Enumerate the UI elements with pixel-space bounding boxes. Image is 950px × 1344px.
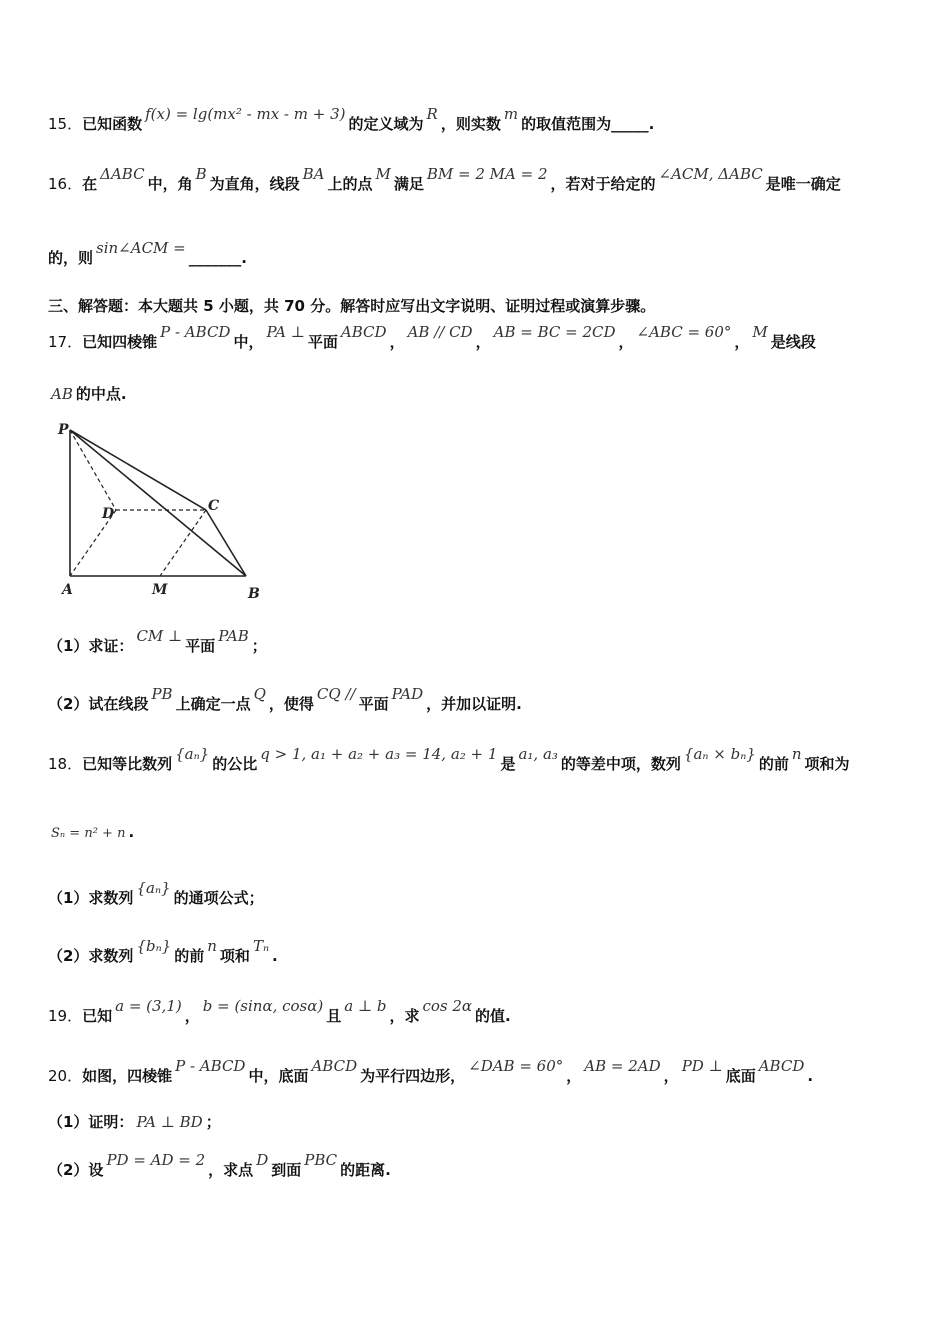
formula: M [375,165,391,183]
formula: n [791,745,802,763]
formula: AB = 2AD [584,1057,661,1075]
text: 的定义域为 [348,115,424,133]
formula: cos 2α [422,997,473,1015]
part-label: （1）证明： [48,1113,134,1131]
label-B: B [248,586,260,602]
formula: Q [253,685,266,703]
formula: AB // CD [407,323,473,341]
formula: {aₙ × bₙ} [683,745,756,763]
answer-blank: _______. [188,249,247,267]
question-number: 18． [48,755,83,773]
formula: {bₙ} [136,937,172,955]
text: 的公比 [212,755,258,773]
text: 中， [233,333,264,351]
formula: ΔABC [100,165,145,183]
text: 的通项公式； [173,889,264,907]
text: ， [389,333,405,351]
text: . [272,947,278,965]
text: ， [566,1067,582,1085]
formula: PBC [304,1151,338,1169]
question-17-part2 [48,685,918,714]
question-18-cont [48,822,918,844]
formula: Sₙ = n² + n [51,826,126,841]
text: ，使得 [268,695,314,713]
pyramid-figure [52,418,282,608]
question-20-part2 [48,1151,918,1180]
formula: D [256,1151,269,1169]
section-heading [48,296,918,316]
question-19 [48,997,918,1026]
formula: PAD [391,685,424,703]
text: ， [618,333,634,351]
edge-PD [70,430,116,510]
text: 的距离. [340,1161,391,1179]
formula: f(x) = lg(mx² - mx - m + 3) [145,105,346,123]
formula: BA [302,165,325,183]
formula: b = (sinα, cosα) [202,997,324,1015]
formula: B [195,165,207,183]
part-label: （2）试在线段 [48,695,149,713]
edge-BC [206,510,246,576]
question-16-cont [48,239,918,268]
formula: AB [51,385,73,403]
text: ，则实数 [440,115,501,133]
text: ； [251,637,267,655]
question-20-part1 [48,1112,918,1132]
formula: ∠ACM, ΔABC [658,165,763,183]
text: ， [184,1007,200,1025]
text: ，求 [389,1007,420,1025]
formula: a = (3,1) [115,997,182,1015]
part-label: （1）求数列 [48,889,134,907]
question-18-part1 [48,879,918,908]
question-18 [48,745,918,774]
edge-CM [160,510,206,576]
formula: CQ // [316,685,356,703]
text: ， [663,1067,679,1085]
label-M: M [152,582,168,598]
formula: CM ⊥ [136,627,183,645]
text: 的值. [475,1007,511,1025]
text: ，并加以证明. [426,695,522,713]
question-17-part1 [48,627,918,656]
edge-PB [70,430,246,576]
text: 的中点. [75,385,127,403]
text: . [128,823,135,841]
text: 已知四棱锥 [82,333,158,351]
text: 满足 [393,175,424,193]
text: 是线段 [770,333,816,351]
text: 是 [500,755,516,773]
text: 已知 [82,1007,113,1025]
text: 上确定一点 [175,695,251,713]
question-number: 17． [48,333,83,351]
label-A: A [62,582,73,598]
formula: n [207,937,217,955]
text: 的，则 [48,249,94,267]
formula: P - ABCD [175,1057,246,1075]
text: 底面 [725,1067,756,1085]
text: 在 [82,175,98,193]
question-17-cont [48,384,918,404]
formula: m [503,105,519,123]
formula: P - ABCD [160,323,231,341]
question-20 [48,1057,918,1086]
formula: PD = AD = 2 [106,1151,206,1169]
text: 上的点 [327,175,373,193]
question-16 [48,165,918,194]
formula: AB = BC = 2CD [493,323,616,341]
section-title: 三、解答题：本大题共 5 小题，共 70 分。解答时应写出文字说明、证明过程或演算步骤。 [48,297,656,315]
text: ，求点 [208,1161,254,1179]
text: 中，底面 [248,1067,309,1085]
question-number: 16． [48,175,83,193]
text: 平面 [358,695,389,713]
text: 平面 [185,637,216,655]
formula: PAB [218,627,249,645]
label-C: C [208,498,220,514]
text: 为直角，线段 [209,175,300,193]
label-D: D [102,506,115,522]
text: 平面 [307,333,338,351]
formula: q > 1, a₁ + a₂ + a₃ = 14, a₂ + 1 [260,745,498,763]
question-18-part2 [48,937,918,966]
text: ，若对于给定的 [550,175,656,193]
formula: ABCD [340,323,387,341]
formula: PB [151,685,173,703]
text: 的取值范围为_____. [521,115,655,133]
question-number: 19． [48,1007,83,1025]
formula: ∠DAB = 60° [468,1057,564,1075]
text: 到面 [271,1161,302,1179]
text: 是唯一确定 [765,175,841,193]
formula: BM = 2 MA = 2 [426,165,548,183]
edge-PC [70,430,206,510]
text: 如图，四棱锥 [82,1067,173,1085]
formula: a ⊥ b [344,997,387,1015]
formula: {aₙ} [136,879,171,897]
text: 为平行四边形， [360,1067,466,1085]
question-17 [48,323,918,352]
question-number: 20． [48,1067,83,1085]
label-P: P [58,422,69,438]
text: 中，角 [147,175,193,193]
question-number: 15． [48,115,83,133]
text: 项和为 [804,755,850,773]
formula: ABCD [758,1057,805,1075]
formula: PA ⊥ [266,323,305,341]
part-label: （1）求证： [48,637,134,655]
formula: R [426,105,438,123]
formula: M [752,323,768,341]
text: 的等差中项，数列 [560,755,681,773]
formula: Tₙ [252,937,270,955]
formula: a₁, a₃ [518,745,558,763]
text: . [807,1067,814,1085]
text: 已知等比数列 [82,755,173,773]
part-label: （2）求数列 [48,947,134,965]
formula: sin∠ACM = [96,239,186,257]
formula: {aₙ} [175,745,210,763]
text: ， [734,333,750,351]
text: ， [475,333,491,351]
text: 已知函数 [82,115,143,133]
part-label: （2）设 [48,1161,104,1179]
text: ； [205,1113,221,1131]
text: 的前 [758,755,789,773]
formula: ∠ABC = 60° [636,323,732,341]
text: 且 [326,1007,342,1025]
text: 的前 [174,947,205,965]
formula: ABCD [311,1057,358,1075]
formula: PD ⊥ [681,1057,723,1075]
formula: PA ⊥ BD [136,1113,203,1131]
question-15 [48,105,918,134]
text: 项和 [219,947,250,965]
